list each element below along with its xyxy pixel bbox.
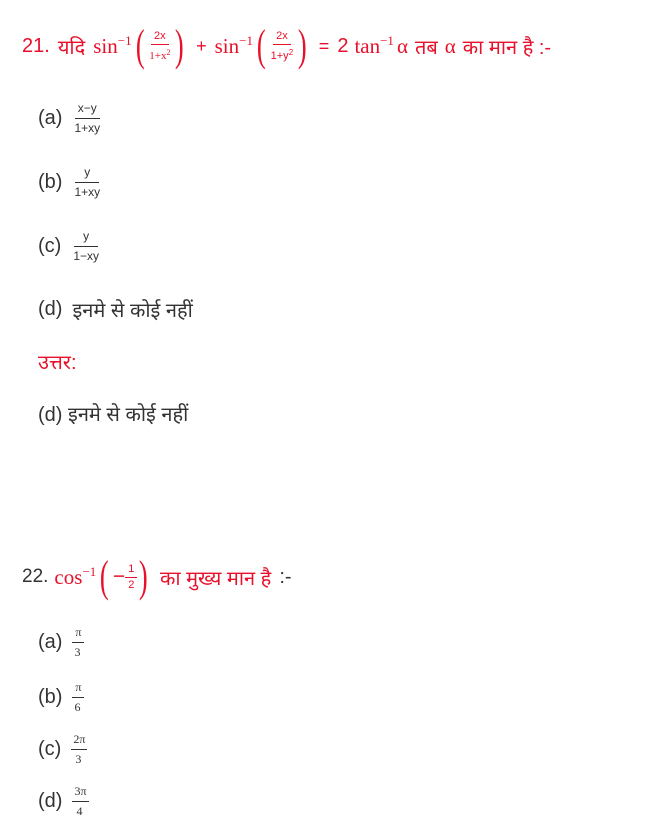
rhs-coefficient: 2 xyxy=(337,34,349,57)
option-d[interactable]: (d) इनमे से कोई नहीं xyxy=(38,298,193,322)
question-tail: का मान है :- xyxy=(462,36,552,59)
word-then: तब xyxy=(414,36,438,59)
word-if: यदि xyxy=(57,36,86,59)
tan-function: $\tan^{-1}$ xyxy=(354,33,394,58)
question-22-text: का मुख्य मान है xyxy=(159,567,272,590)
left-paren-1: ( xyxy=(135,21,145,70)
question-22-tail: :- xyxy=(279,565,292,588)
question-number: 21. xyxy=(22,34,50,57)
question-22 xyxy=(22,553,292,601)
right-paren-22: ) xyxy=(139,552,149,601)
right-paren-1: ) xyxy=(175,21,185,70)
q22-option-a[interactable]: (a) π 3 xyxy=(38,626,84,659)
left-paren-22: ( xyxy=(100,552,109,601)
sin-function-2: $\sin^{-1}$ xyxy=(214,33,253,58)
q22-option-c[interactable]: (c) 2π 3 xyxy=(38,732,86,766)
question-21 xyxy=(22,22,551,70)
fraction-1: $\frac{2x}{1+x^2}$ xyxy=(149,29,171,62)
option-c[interactable]: (c) y 1−xy xyxy=(38,229,100,263)
equals-sign: = xyxy=(318,35,330,56)
answer-text: (d) इनमे से कोई नहीं xyxy=(38,404,189,426)
left-paren-2: ( xyxy=(256,21,266,70)
fraction-2: $\frac{2x}{1+y^2}$ xyxy=(270,29,294,62)
alpha-symbol-2: α xyxy=(444,33,456,58)
option-b[interactable]: (b) y 1+xy xyxy=(38,165,101,199)
question-number-22: 22. xyxy=(22,566,49,587)
right-paren-2: ) xyxy=(298,21,307,70)
answer-label: उत्तर: xyxy=(38,352,77,374)
alpha-symbol: α xyxy=(396,33,408,58)
q22-option-d[interactable]: (d) 3π 4 xyxy=(38,784,87,818)
sin-function-1: $\sin^{-1}$ xyxy=(93,33,132,58)
minus-sign: − xyxy=(112,565,126,588)
q22-option-b[interactable]: (b) π 6 xyxy=(38,681,84,714)
option-a[interactable]: (a) x−y 1+xy xyxy=(38,101,101,135)
cos-function: $\cos^{-1}$ xyxy=(54,564,97,589)
fraction-22: $\frac{1}{2}$ xyxy=(125,563,137,592)
plus-sign: + xyxy=(196,35,207,56)
